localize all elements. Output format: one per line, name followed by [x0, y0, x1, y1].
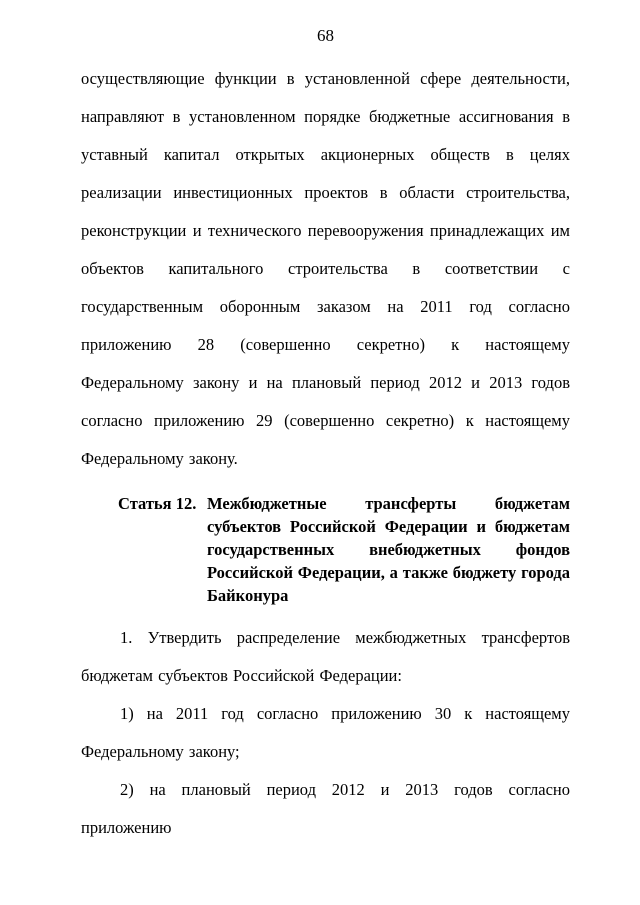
article-number-label: Статья 12. — [118, 494, 197, 513]
paragraph-subitem-1: 1) на 2011 год согласно приложению 30 к настоящему Федеральному закону; — [81, 704, 570, 761]
paragraph-item-1: 1. Утвердить распределение межбюджетных трансфертов бюджетам субъектов Российской Федерации: — [81, 628, 570, 685]
page-number: 68 — [317, 26, 334, 45]
paragraph-continuation: осуществляющие функции в установленной сфере деятельности, направляют в установленном порядке бюджетные ассигнования в уставный капитал открытых акционерных обществ в целях реализации инвестиционных проектов в области строительства, реконструкции и технического перевооружения принадлежащих им объектов капитального строительства в соответствии с государственным оборонным заказом на 2011 год согласно приложению 28 (совершенно секретно) к настоящему Федеральному закону и на плановый период 2012 и 2013 годов согласно приложению 29 (совершенно секретно) к настоящему Федеральному закону. — [81, 69, 570, 468]
article-heading — [118, 492, 570, 607]
paragraph-subitem-2: 2) на плановый период 2012 и 2013 годов согласно приложению — [81, 780, 570, 837]
article-title: Межбюджетные трансферты бюджетам субъектов Российской Федерации и бюджетам государственных внебюджетных фондов Российской Федерации, а также бюджету города Байконура — [207, 494, 570, 605]
